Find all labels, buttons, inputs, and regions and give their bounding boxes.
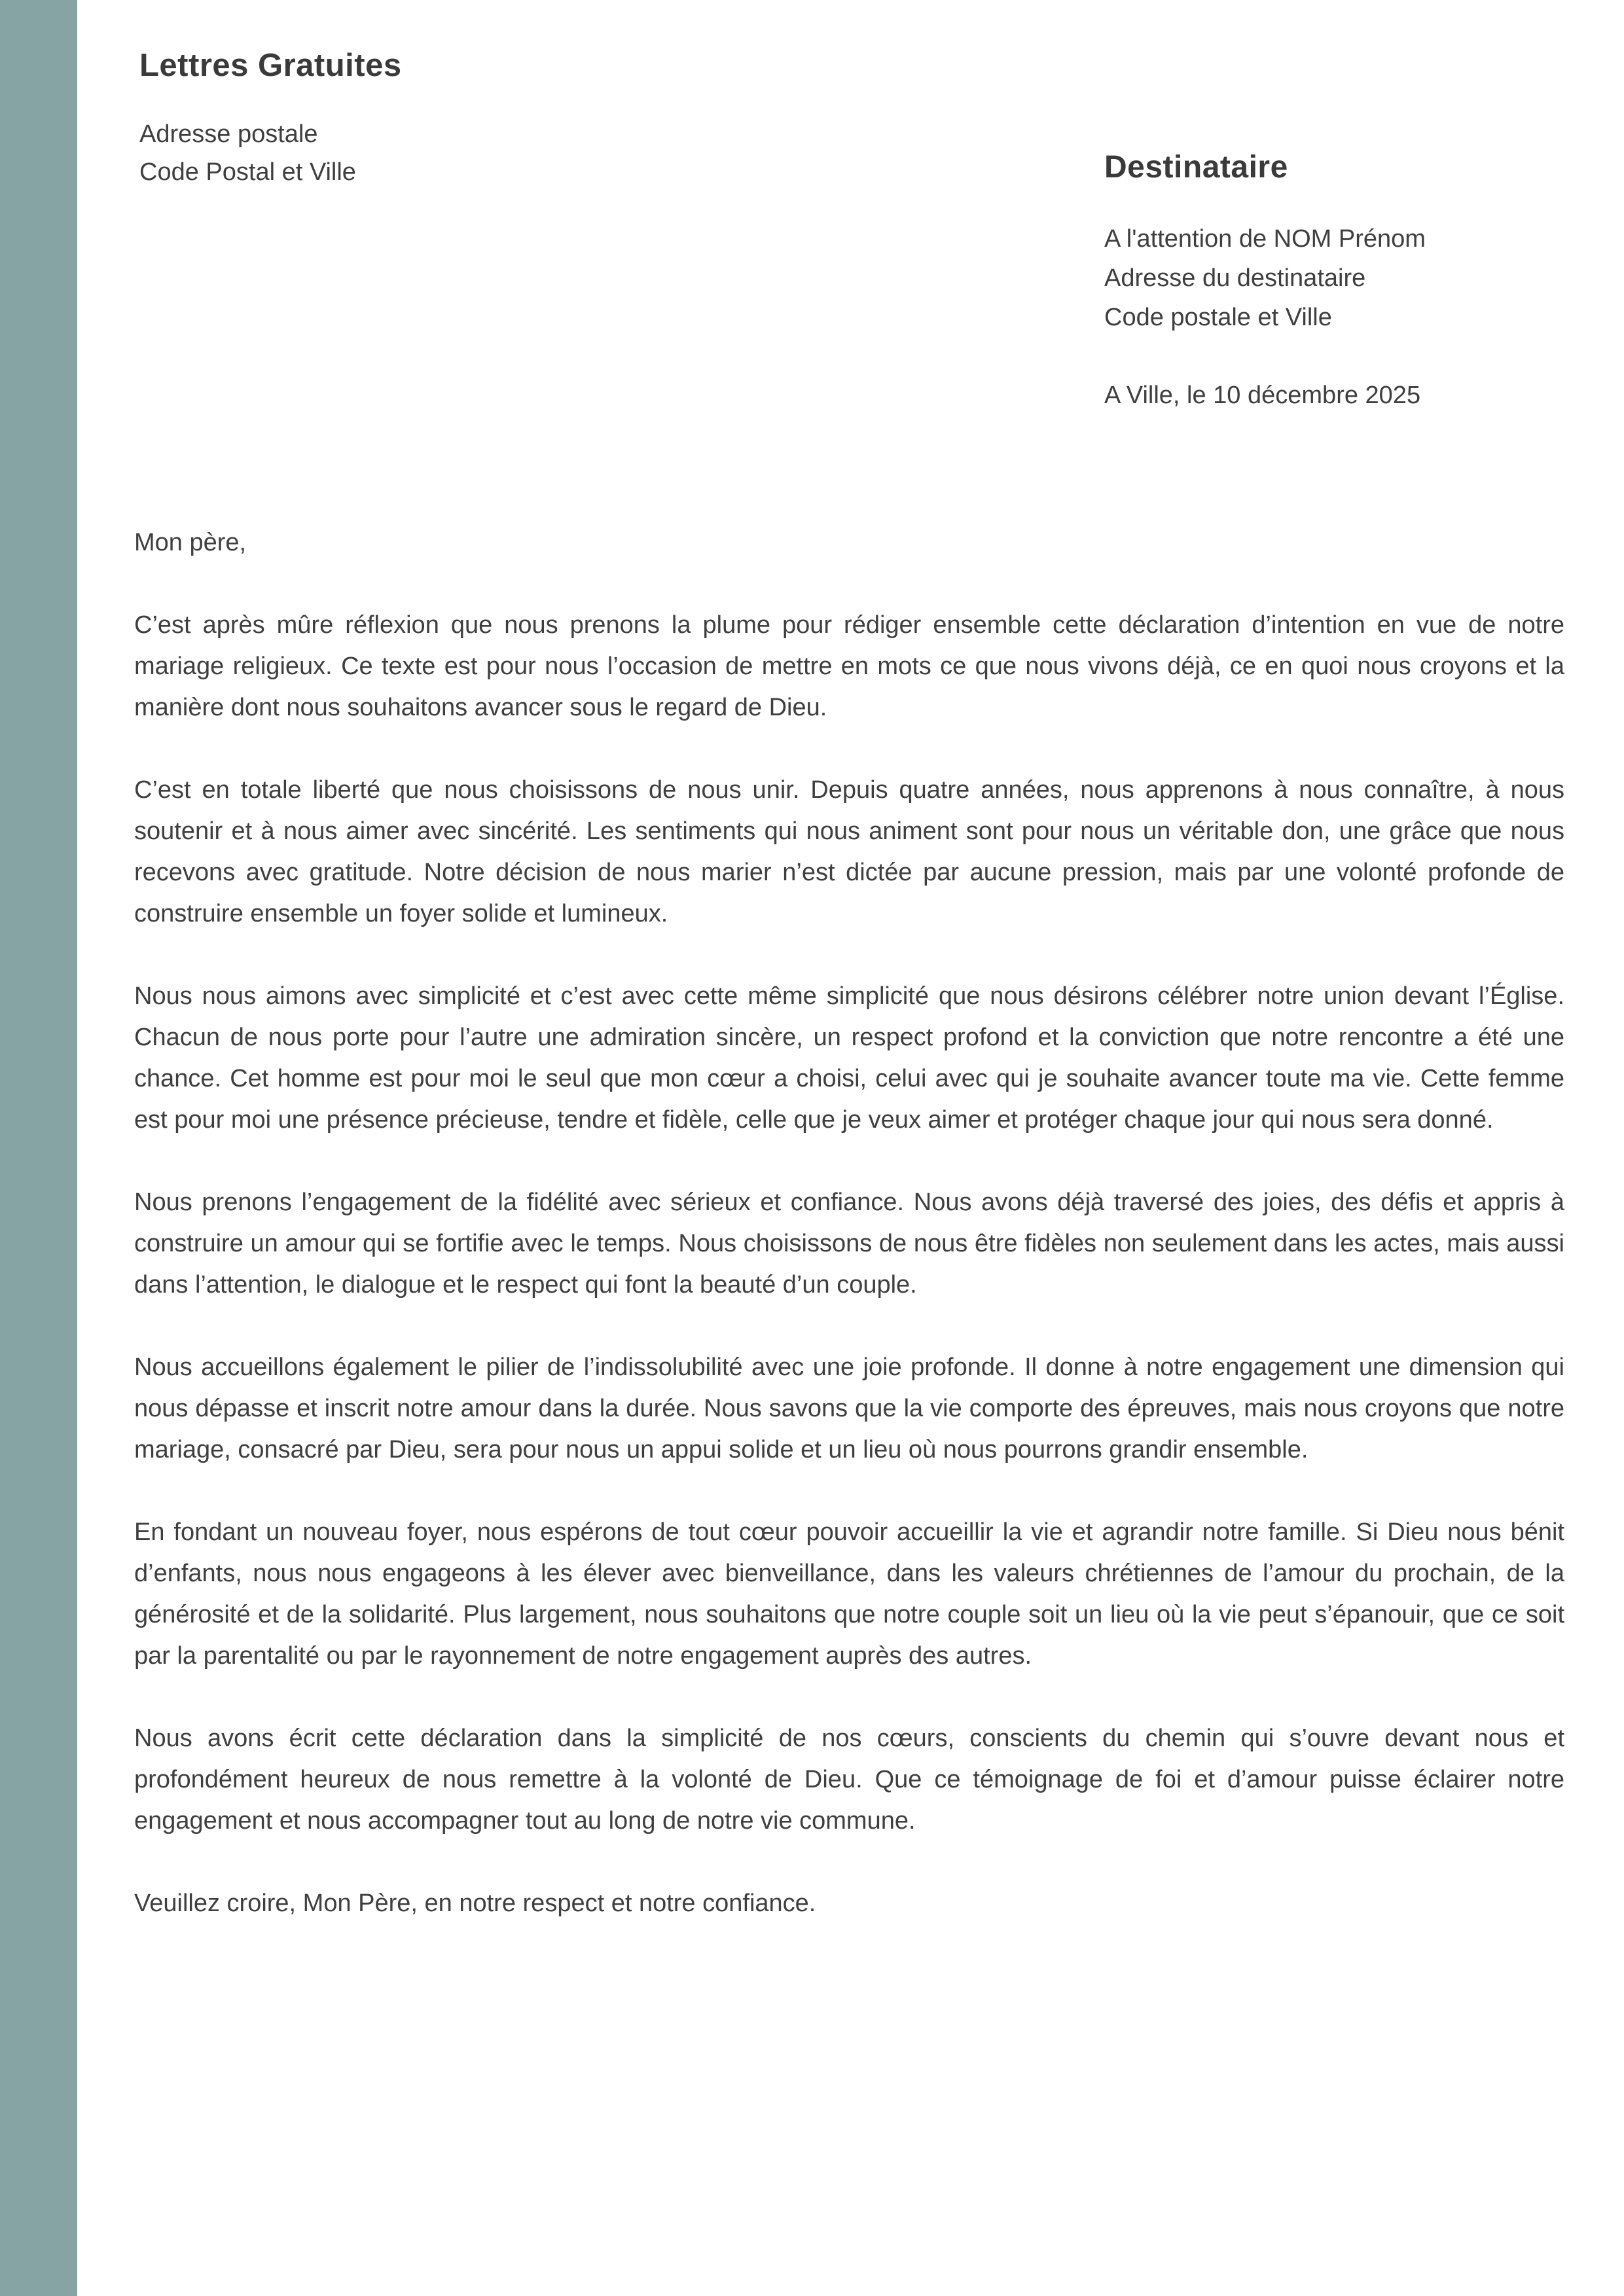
recipient-title: Destinataire [1104, 150, 1288, 185]
closing-line: Veuillez croire, Mon Père, en notre respect et notre confiance. [134, 1890, 816, 1917]
paragraph: Nous accueillons également le pilier de l’indissolubilité avec une joie profonde. Il donne à notre engagement une dimension qui nous dépasse et inscrit notre amour dans la durée. Nous savons que la vie comporte des épreuves, mais nous croyons que notre mariage, consacré par Dieu, sera pour nous un appui solide et un lieu où nous pourrons grandir ensemble. [134, 1354, 1564, 1463]
recipient-address-line2: Code postale et Ville [1104, 304, 1332, 331]
sender-name: Lettres Gratuites [139, 48, 402, 83]
recipient-block [1104, 149, 1576, 410]
accent-sidebar [0, 0, 77, 2296]
paragraph: C’est après mûre réflexion que nous prenons la plume pour rédiger ensemble cette déclaration d’intention en vue de notre mariage religieux. Ce texte est pour nous l’occasion de mettre en mots ce que nous vivons déjà, ce en quoi nous croyons et la manière dont nous souhaitons avancer sous le regard de Dieu. [134, 611, 1564, 721]
letter-body [134, 522, 1564, 1924]
paragraph: Nous prenons l’engagement de la fidélité avec sérieux et confiance. Nous avons déjà traversé des joies, des défis et appris à construire un amour qui se fortifie avec le temps. Nous choisissons de nous être fidèles non seulement dans les actes, mais aussi dans l’attention, le dialogue et le respect qui font la beauté d’un couple. [134, 1189, 1564, 1299]
sender-block [139, 47, 729, 191]
paragraph: C’est en totale liberté que nous choisissons de nous unir. Depuis quatre années, nous apprenons à nous connaître, à nous soutenir et à nous aimer avec sincérité. Les sentiments qui nous animent sont pour nous un véritable don, une grâce que nous recevons avec gratitude. Notre décision de nous marier n’est dictée par aucune pression, mais par une volonté profonde de construire ensemble un foyer solide et lumineux. [134, 776, 1564, 927]
salutation: Mon père, [134, 529, 247, 556]
paragraph: En fondant un nouveau foyer, nous espérons de tout cœur pouvoir accueillir la vie et agrandir notre famille. Si Dieu nous bénit d’enfants, nous nous engageons à les élever avec bienveillance, dans les valeurs chrétiennes de l’amour du prochain, de la générosité et de la solidarité. Plus largement, nous souhaitons que notre couple soit un lieu où la vie peut s’épanouir, que ce soit par la parentalité ou par le rayonnement de notre engagement auprès des autres. [134, 1518, 1564, 1670]
recipient-address-line1: Adresse du destinataire [1104, 264, 1366, 292]
paragraph: Nous nous aimons avec simplicité et c’est avec cette même simplicité que nous désirons célébrer notre union devant l’Église. Chacun de nous porte pour l’autre une admiration sincère, un respect profond et la conviction que notre rencontre a été une chance. Cet homme est pour moi le seul que mon cœur a choisi, celui avec qui je souhaite avancer toute ma vie. Cette femme est pour moi une présence précieuse, tendre et fidèle, celle que je veux aimer et protéger chaque jour qui nous sera donné. [134, 982, 1564, 1134]
paragraph: Nous avons écrit cette déclaration dans la simplicité de nos cœurs, conscients du chemin qui s’ouvre devant nous et profondément heureux de nous remettre à la volonté de Dieu. Que ce témoignage de foi et d’amour puisse éclairer notre engagement et nous accompagner tout au long de notre vie commune. [134, 1725, 1564, 1835]
recipient-attention-line: A l'attention de NOM Prénom [1104, 225, 1426, 253]
sender-address-line2: Code Postal et Ville [139, 158, 356, 186]
date-line: A Ville, le 10 décembre 2025 [1104, 382, 1421, 409]
sender-address-line1: Adresse postale [139, 120, 318, 148]
